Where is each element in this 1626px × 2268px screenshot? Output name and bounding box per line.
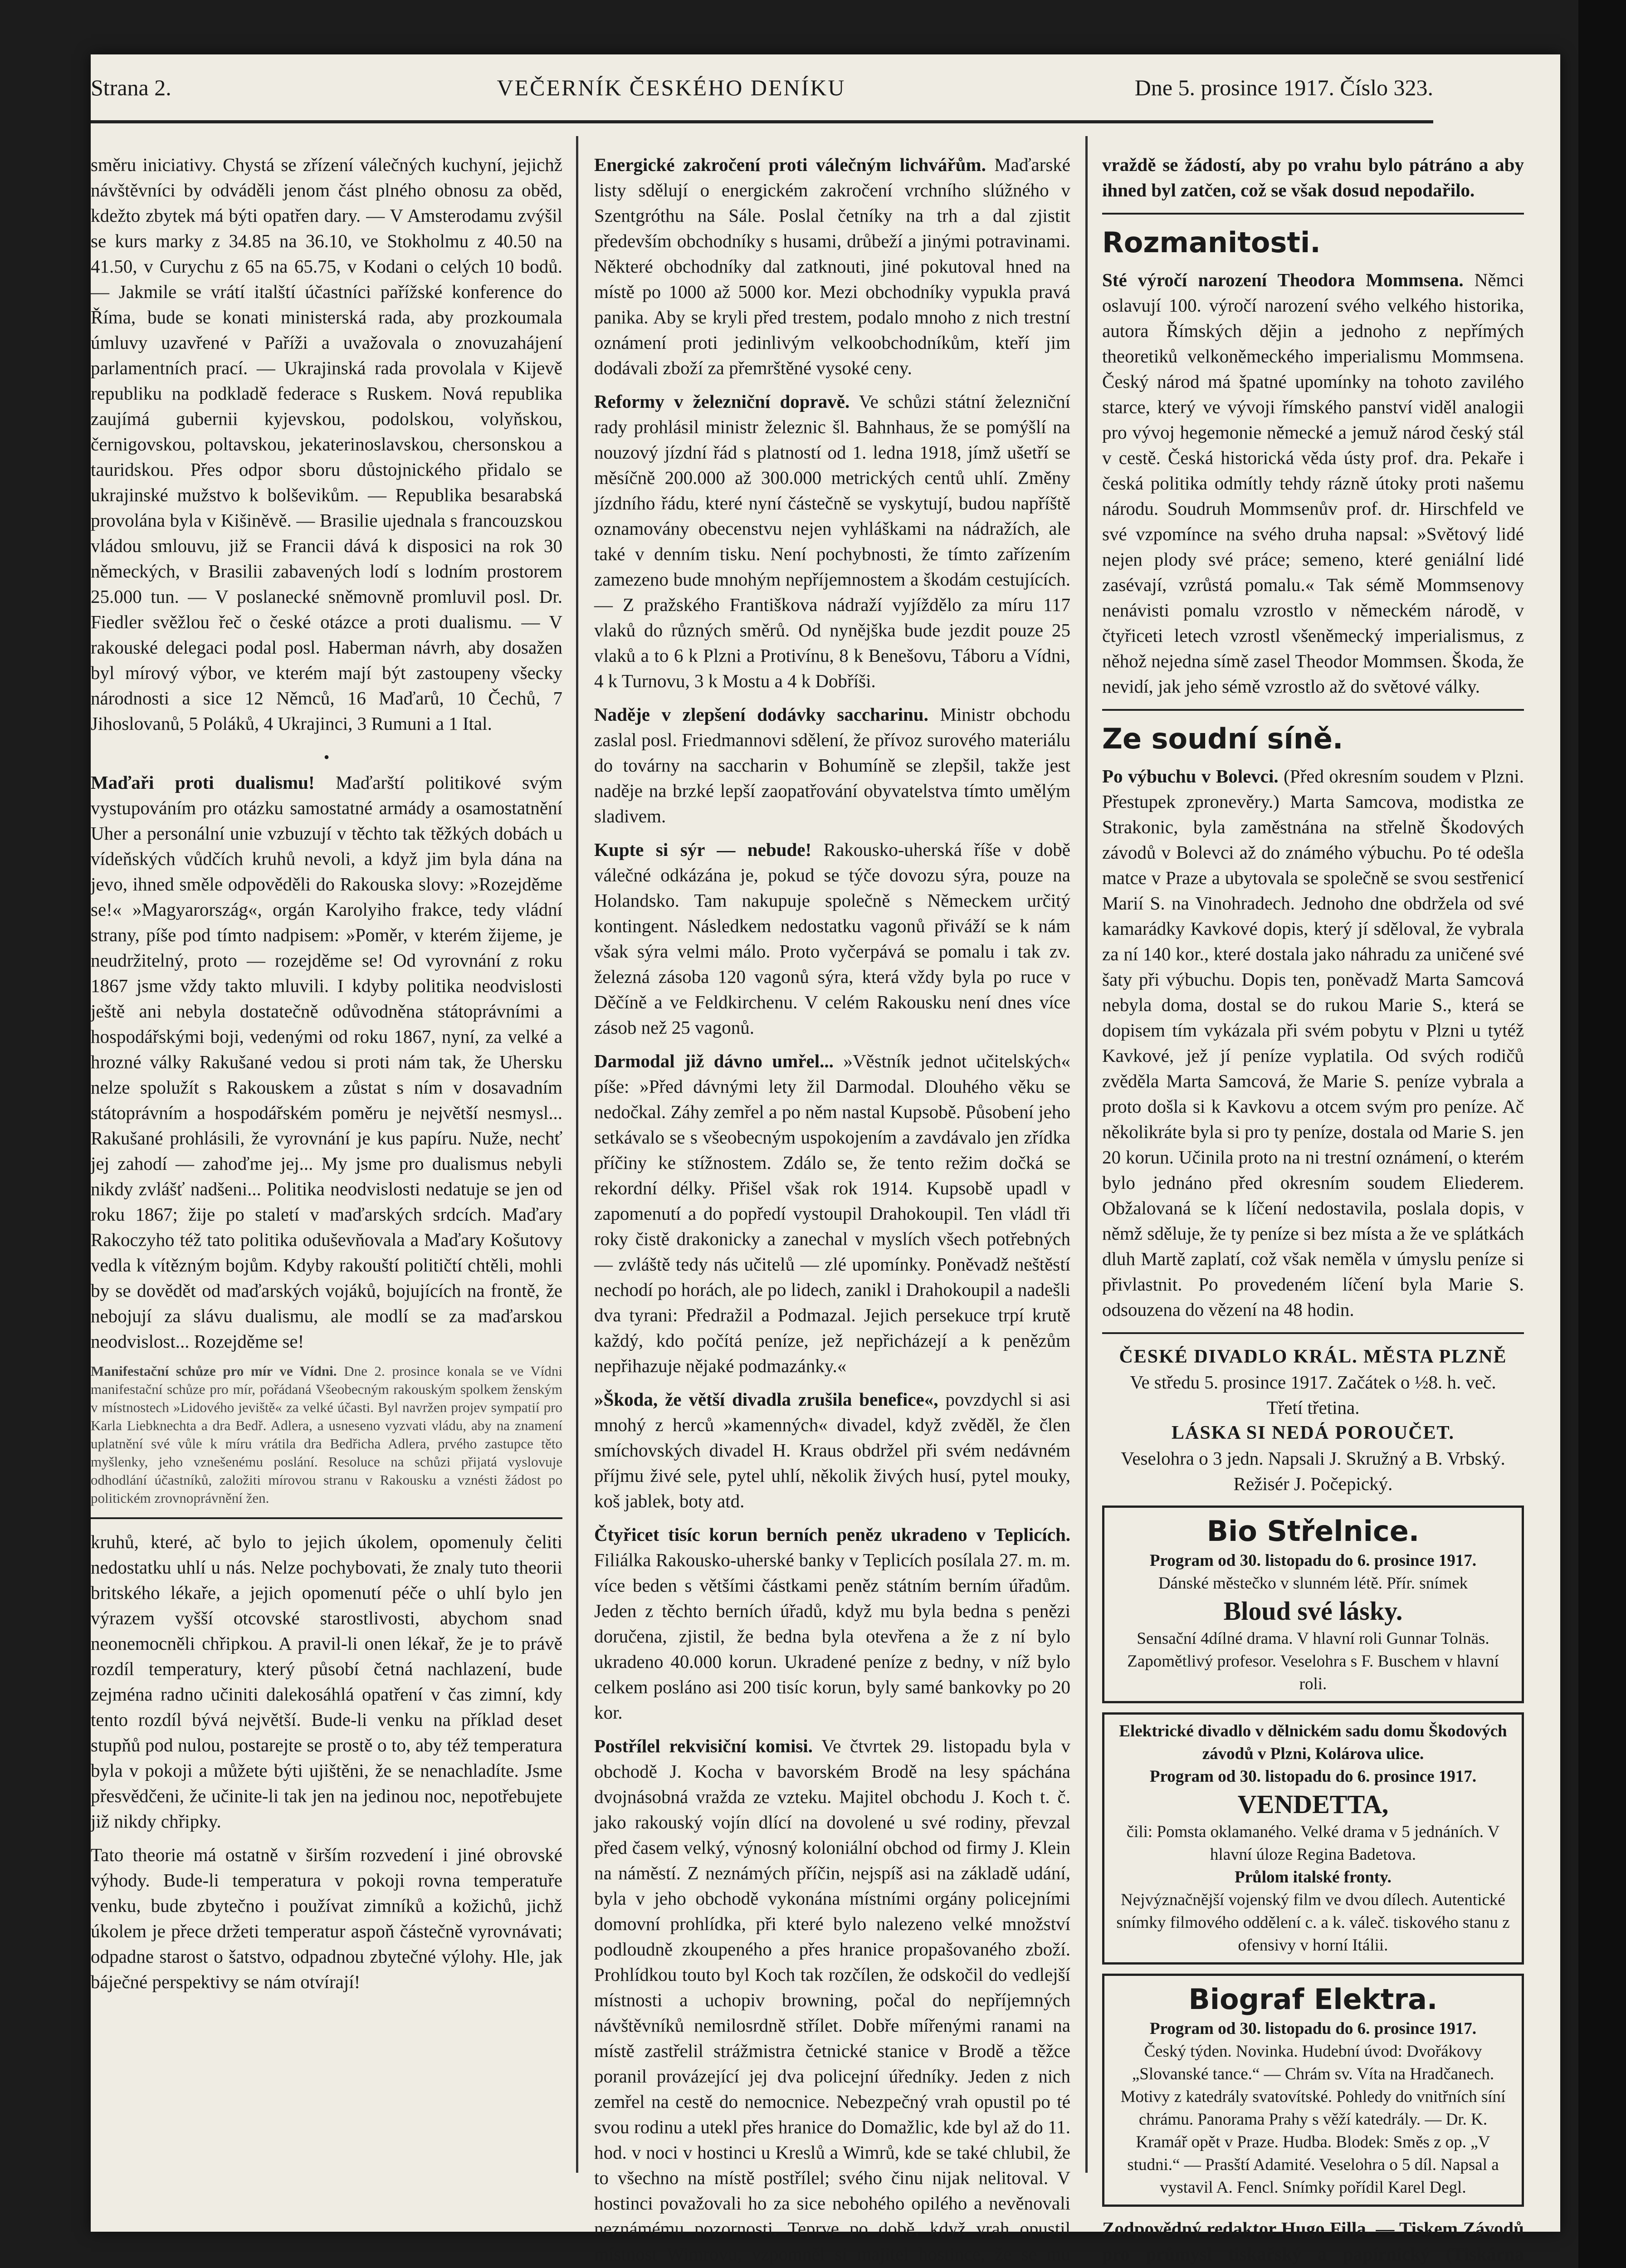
- column-3: [1102, 152, 1524, 2264]
- page-header: [91, 67, 1433, 108]
- feature-title: Bloud své lásky.: [1223, 1596, 1403, 1626]
- article-headline: Sté výročí narození Theodora Mommsena.: [1102, 269, 1464, 290]
- ad-biograf-elektra: [1102, 1974, 1524, 2207]
- news-continued: směru iniciativy. Chystá se zřízení válečných kuchyní, jejichž návštěvníci by odváděli jenom část plného obnosu za oběd, kdežto zbytek má býti opatřen dary. — V Amsterodamu zvýšil se kurs marky z 34.85 na 36.10, ve Stokholmu z 40.50 na 41.50, v Curychu z 65 na 65.75, v Kodani o celých 10 bodů. — Jakmile se vrátí italští účastníci pařížské konference do Říma, bude se konati ministerská rada, aby prozkoumala úmluvy uzavřené v Paříži a uvažovala o znovuzahájení parlamentních prací. — Ukrajinská rada provolala v Kijevě republiku na podkladě federace s Ruskem. Nová republika zaujímá gubernii kyjevskou, podolskou, volyňskou, černigovskou, poltavskou, jekaterinoslavskou, chersonskou a tauridskou. Přes odpor sboru důstojnického přidalo se ukrajinské mužstvo k bolševikům. — Republika besarabská provolána byla v Kišiněvě. — Brasilie ujednala s francouzskou vládou smlouvu, již se Francii dává k disposici na rok 30 německých, v Brasilii zabavených lodí s lodním prostorem 25.000 tun. — V poslanecké sněmovně promluvil posl. Dr. Fiedler svěžlou řeč o české otázce a proti dualismu. — V rakouské delegaci podal posl. Haberman návrh, aby dosažen byl mírový výbor, ve kterém mají být zastoupeny všecky národnosti a sice 12 Němců, 16 Maďarů, 10 Čechů, 7 Jihoslovanů, 5 Poláků, 4 Ukrajinci, 3 Rumuni a 1 Ital.: [91, 154, 562, 734]
- scan-edge: [1578, 0, 1626, 2268]
- cinema-name: Elektrické divadlo v dělnickém sadu domu Škodových závodů v Plzni, Kolárova ulice.: [1119, 1722, 1507, 1763]
- article-mommsen: Sté výročí narození Theodora Mommsena. Němci oslavují 100. výročí narození svého velkého historika, autora Římských dějin a jednoho z nepřímých theoretiků velkoněmeckého imperialismu Mommsena. Český národ má špatné upomínky na tohoto zavilého starce, který ve vývoji římského panství viděl analogii pro vývoj hegemonie německé a jemuž národ český stál v cestě. Česká historická věda ústy prof. dra. Pekaře i česká politika odmítly tehdy rázně útoky proti našemu národu. Soudruh Mommsenův prof. dr. Hirschfeld ve své vzpomínce na svého druha napsal: »Světový lidé nejen plody své práce; semeno, které geniální lidé zasévají, vzrůstá pomalu.« Tak sémě Mommsenovy nenávisti pomalu vzrostlo v německém národě, v čtyřiceti letech vzrostl všeněmecký imperialismus, z něhož nejedna símě zasel Theodor Mommsen. Škoda, že nevidí, jak jeho sémě vzrostlo až do světové války.: [1102, 269, 1524, 697]
- article-headline: Manifestační schůze pro mír ve Vídni.: [91, 1363, 337, 1379]
- article-darmodal: Darmodal již dávno umřel... »Věstník jednot učitelských« píše: »Před dávnými lety žil Darmodal. Dlouhého věku se nedočkal. Záhy zemřel a po něm nastal Kupsobě. Působení jeho setkávalo se s všeobecným uspokojením a zavdávalo jen zřídka příčiny ke stížnostem. Zdálo se, že tento režim dočká se rekordní délky. Přišel však rok 1914. Kupsobě upadl v zapomenutí a do popředí vystoupil Drahokoupil. Ten vládl tři roky čistě drakonicky a zanechal v myslích všech potřebných — zvláště tedy nás učitelů — zlé upomínky. Poněvadž neštěstí nechodí po horách, ale po lidech, zanikl i Drahokoupil a nadešli dva tyrani: Předražil a Podmazal. Jejich persekuce trpí krutě každý, kdo počítá peníze, jež nepřicházejí a k penězům nepřihazuje nějaké podmazánky.«: [594, 1051, 1071, 1376]
- program-line: čili: Pomsta oklamaného. Velké drama v 5 jednáních. V hlavní úloze Regina Badetova.: [1126, 1823, 1500, 1864]
- header-rule: [91, 120, 1433, 123]
- ad-electric-theatre: [1102, 1712, 1524, 1965]
- article-cheese: Kupte si sýr — nebude! Rakousko-uherská říše v době válečné odkázána je, pokud se týče dovozu sýra, pouze na Holandsko. Tam nakupuje společně s Německem určitý kontingent. Následkem nedostatku vagonů přiváží se k nám však sýra velmi málo. Proto vyčerpává se pomalu i tak zv. železná zásoba 120 vagonů sýra, která vždy byla po ruce v Děčíně a ve Feldkirchenu. V celém Rakousku není dnes více zásob než 25 vagonů.: [594, 839, 1070, 1038]
- program-dates: Program od 30. listopadu do 6. prosince 1917.: [1149, 2019, 1477, 2038]
- article-headline: Energické zakročení proti válečným lichvářům.: [594, 154, 986, 175]
- separator: [1102, 709, 1524, 711]
- article-continued: vraždě se žádostí, aby po vrahu bylo pátráno a aby ihned byl zatčen, což se však dosud nepodařilo.: [1102, 154, 1524, 200]
- separator: [1102, 213, 1524, 215]
- cinema-name: Bio Střelnice.: [1206, 1515, 1420, 1548]
- column-1: [91, 152, 562, 2139]
- article-headline: Maďaři proti dualismu!: [91, 772, 315, 793]
- cinema-name: Biograf Elektra.: [1188, 1983, 1438, 2016]
- column-divider-2: [1085, 136, 1088, 2173]
- imprint: Zodpovědný redaktor Hugo Filla. — Tiskem Závodů pro průmysl tiskařský a papírnický (Tiskárna: [1102, 2218, 1524, 2264]
- program-dates: Program od 30. listopadu do 6. prosince 1917.: [1149, 1767, 1477, 1786]
- separator: [91, 1517, 562, 1519]
- article-peace-rally: Manifestační schůze pro mír ve Vídni. Dne 2. prosince konala se ve Vídni manifestační schůze pro mír, pořádaná Všeobecným rakouským spolkem ženským v místnostech »Lidového jeviště« za velké účasti. Byl navržen projev sympatií pro Karla Liebknechta a dra Bedř. Adlera, a usneseno vyzvati vládu, aby na znamení uplatnění své vůle k míru vrátila dra Bedřicha Adlera, prvého zastupce těto myšlenky, jeho vznešenému poslání. Resoluce na schůzi přijatá vyslovuje odhodlání účastníků, založiti mírovou stranu v Rakousku a vznésti žádost po politickém zrovnoprávnění žen.: [91, 1363, 563, 1506]
- separator: [1102, 1332, 1524, 1334]
- program-line: Průlom italské fronty.: [1235, 1868, 1392, 1887]
- article-headline: Čtyřicet tisíc korun berních peněz ukradeno v Teplicích.: [594, 1524, 1070, 1545]
- article-headline: Kupte si sýr — nebude!: [594, 839, 812, 860]
- page-number: Strana 2.: [91, 75, 171, 100]
- article-headline: Darmodal již dávno umřel...: [594, 1051, 834, 1071]
- theatre-play: LÁSKA SI NEDÁ POROUČET.: [1172, 1422, 1455, 1443]
- article-headline: Naděje v zlepšení dodávky saccharinu.: [594, 704, 928, 725]
- program-line: Český týden. Novinka. Hudební úvod: Dvořákovy „Slovanské tance.“ — Chrám sv. Víta na Hradčanech. Motivy z katedrály svatovítské. Pohledy do vnitřních síní chrámu. Panorama Prahy s věží katedrály. — Dr. K. Kramář opět v Praze. Hudba. Blodek: Směs z op. „V studni.“ — Prasští Adamité. Veselohra o 5 díl. Napsal a vystavil A. Fencl. Snímky pořídil Karel Degl.: [1120, 2042, 1506, 2197]
- ad-bio-strelnice: [1102, 1505, 1524, 1703]
- article-headline: Reformy v železniční dopravě.: [594, 391, 850, 412]
- feature-title: VENDETTA,: [1237, 1789, 1389, 1819]
- theatre-description: Veselohra o 3 jedn. Napsali J. Skružný a B. Vrbský. Režisér J. Počepický.: [1121, 1448, 1505, 1494]
- article-headline: »Škoda, že větší divadla zrušila benefice«,: [594, 1389, 938, 1410]
- article-shooting: Postřílel rekvisiční komisi. Ve čtvrtek 29. listopadu byla v obchodě J. Kocha v bavorském Brodě na lesy spáchána dvojnásobná vražda ze vzteku. Majitel obchodu J. Koch t. č. jako rakouský vojín dlící na dovolené u své rodiny, převzal před časem velký, výnosný koloniální obchod od firmy J. Klein na náměstí. Z neznámých příčin, nejspíš asi na základě udání, byla v jeho obchodě vykonána místními orgány policejními domovní prohlídka, při které bylo nalezeno velké množství podloudně zkoupeného a přes hranice propašovaného zboží. Prohlídkou touto byl Koch tak rozčílen, že odskočil do vedlejší místnosti a uchopiv browning, počal do nepříjemných návštěvníků nemilosrdně střílet. Dobře mířenými ranami na místě zastřelil strážmistra četnické stanice v Brodě a těžce poranil provázející jej dva policejní úředníky. Jeden z nich zemřel na cestě do nemocnice. Nebezpečný vrah opustil po té svou rodinu a utekl přes hranice do Domažlic, kde byl až do 11. hod. v noci v hostinci u Kreslů a Wimrů, kde se také chlubil, že to všechno na místě postřílel; svého činu nijak nelitoval. V hostinci považovali ho za sice nebohého opilého a nevěnovali neznámému pozornosti. Teprve po době, když vrah opustil místnost Wimrovu, vzpomněl si majitel hostince, že se mu: [594, 1735, 1070, 2264]
- newspaper-title: VEČERNÍK ČESKÉHO DENÍKU: [497, 75, 846, 100]
- program-line: Sensační 4dílné drama. V hlavní roli Gunnar Tolnäs.: [1137, 1629, 1489, 1648]
- article-headline: Postřílel rekvisiční komisi.: [594, 1735, 813, 1756]
- program-dates: Program od 30. listopadu do 6. prosince 1917.: [1149, 1551, 1477, 1570]
- issue-date: Dne 5. prosince 1917. Číslo 323.: [1134, 75, 1433, 100]
- article-headline: Po výbuchu v Bolevci.: [1102, 766, 1279, 787]
- article-railway: Reformy v železniční dopravě. Ve schůzi státní železniční rady prohlásil ministr železnic šl. Bahnhaus, že se pomýšlí na nouzový jízdní řád s platností od 1. ledna 1918, jímž ušetří se měsíčně 200.000 až 300.000 metrických centů uhlí. Změny jízdního řádu, které nyní částečně se vyskytují, budou napříště oznamovány obecenstvu nejen vyhláškami na nádražích, ale také v denním tisku. Není pochybnosti, že tímto zařízením zamezeno bude mnohým nepříjemnostem a škodám cestujících. — Z pražského Františkova nádraží vyjíždělo za míru 117 vlaků do různých směrů. Od nynějška bude jezdit pouze 25 vlaků a to 6 k Plzni a Protivínu, 8 k Benešovu, Táboru a Vídni, 4 k Turnovu, 3 k Mostu a 4 k Dobříši.: [594, 391, 1070, 691]
- theatre-subtitle: Třetí třetina.: [1266, 1397, 1360, 1418]
- program-line: Zapomětlivý profesor. Veselohra s F. Buschem v hlavní roli.: [1127, 1652, 1499, 1693]
- column-divider-1: [576, 136, 578, 2173]
- article-saccharin: Naděje v zlepšení dodávky saccharinu. Ministr obchodu zaslal posl. Friedmannovi sdělení, že přívoz surového materiálu do továrny na saccharin v Bohumíně se zlepšil, takže jest naděje na brzké lepší zaopatřování obyvatelstva tímto umělým sladivem.: [594, 704, 1070, 826]
- section-heading-court: Ze soudní síně.: [1102, 722, 1343, 755]
- column-2: [594, 152, 1071, 2264]
- article-court: Po výbuchu v Bolevci. (Před okresním soudem v Plzni. Přestupek zpronevěry.) Marta Samcova, modistka ze Strakonic, byla zaměstnána na střelně Škodových závodů v Bolevci až do známého výbuchu. Po té odešla matce v Praze a ubytovala se společně se svou sestřenicí Marií S. na Vinohradech. Jednoho dne obdržela od své kamarádky Kavkové dopis, který jí sděloval, že vybrala za ní 140 kor., které dostala jako náhradu za uničené své šaty při výbuchu. Dopis ten, poněvadž Marta Samcová nebyla doma, dostal se do rukou Marie S., která se dopisem tím vykázala při svém pobytu v Plzni u tytéž Kavkové, jež jí peníze vyplatila. Od svých rodičů zvěděla Marta Samcová, že Marie S. peníze vybrala a proto došla si k Kavkovu a otcem svým pro peníze. Ač několikráte byla si pro ty peníze, dostala od Marie S. jen 20 korun. Učinila proto na ni trestní oznámení, o kterém bylo jednáno před okresním soudem Eliederem. Obžalovaná se k líčení nedostavila, poslala dopis, v němž sděluje, že ty peníze si bez místa a že ve splátkách dluh Martě zaplatí, což však neměla v úmyslu peníze si přivlastnit. Po provedeném líčení byla Marie S. odsouzena do vězení na 48 hodin.: [1102, 766, 1524, 1320]
- article-theft: Čtyřicet tisíc korun berních peněz ukradeno v Teplicích. Filiálka Rakousko-uherské banky v Teplicích posílala 27. m. m. více beden s většími částkami peněz státním berním úřadům. Jeden z těchto berních úřadů, když mu byla bedna s penězi doručena, zjistil, že bedna byla otevřena a že z ní bylo ukradeno 40.000 korun. Ukradené peníze z bedny, v níž bylo celkem posláno asi 200 tisíc korun, byly samé bankovky po 20 kor.: [594, 1524, 1070, 1723]
- feuilleton-text: kruhů, které, ač bylo to jejich úkolem, opomenuly čeliti nedostatku uhlí u nás. Nelze pochybovati, že znaly tuto theorii britského lékaře, a jejich opomenutí péče o uhlí bylo jen výrazem vyšší otcovské starostlivosti, abychom snad neonemocněli chřipkou. A pravil-li onen lékař, že je to právě rozdíl temperatury, který působí četná nachlazení, bude zejména radno učiniti dalekosáhlá opatření v čas zimní, kdy tento rozdíl bývá největší. Bude-li venku na příklad deset stupňů pod nulou, postarejte se prostě o to, aby též temperatura byla v pokoji a můžete býti ujištěni, že se nenachladíte. Jsme přesvědčeni, že učinite-li tak jen na jedinou noc, nepotřebujete již nikdy chřipky.: [91, 1531, 562, 1832]
- divider-dot: •: [323, 748, 330, 766]
- theatre-title: ČESKÉ DIVADLO KRÁL. MĚSTA PLZNĚ: [1119, 1346, 1507, 1367]
- program-line: Dánské městečko v slunném létě. Přír. snímek: [1158, 1574, 1468, 1593]
- program-line: Nejvýznačnější vojenský film ve dvou dílech. Autentické snímky filmového oddělení c. a k. váleč. tiskového stanu z ofensivy v horní Itálii.: [1116, 1891, 1510, 1955]
- feuilleton-text-2: Tato theorie má ostatně v širším rozvedení i jiné obrovské výhody. Bude-li temperatura v pokoji rovna temperatuře venku, bude zbytečno i používat zimníků a kožichů, jichž úkolem je přece držeti temperatur aspoň částečně vyrovnávati; odpadne starost o šatstvo, odpadnou zbytečné výlohy. Hle, jak báječné perspektivy se nám otvírají!: [91, 1844, 562, 1992]
- article-hungary: Maďaři proti dualismu! Maďarští politikové svým vystupováním pro otázku samostatné armády a osamostatnění Uher a personální unie vzbuzují v těchto tak těžkých dobách u vídeňských vůdčích kruhů nevoli, a když jim byla dána na jevo, ihned směle odpověděli do Rakouska slovy: »Rozejděme se!« »Magyarország«, orgán Karolyiho frakce, tedy vládní strany, píše pod tímto nadpisem: »Poměr, v kterém žijeme, je neudržitelný, proto — rozejděme se! Od vyrovnání z roku 1867 jsme vždy takto mluvili. I kdyby politika neodvislosti ještě ani nebyla dostatečně odůvodněna státoprávními a hospodářskými boji, vedenými od roku 1867, nyní, za velké a hrozné války Rakušané vedou si proti nám tak, že Uhersku nelze spolužít s Rakouskem a zůstat s ním v dosavadním státoprávním a hospodářském poměru je největší nesmysl... Rakušané prohlásili, že vyrovnání je kus papíru. Nuže, nechť jej zahodí — zahoďme jej... My jsme pro dualismus nebyli nikdy zvlášť nadšeni... Politika neodvislosti nedatuje se jen od roku 1867; žije po staletí v maďarských srdcích. Maďary Rakoczyho též tato politika oduševňovala a Maďary Košutovy vedla k vítězným bojům. Kdyby rakouští političtí chtěli, mohli by se dovědět od maďarských vojáků, bojujících na frontě, že nebojují za slávu dualismu, ale modlí se za maďarskou neodvislost... Rozejděme se!: [91, 772, 563, 1352]
- article-profiteers: Energické zakročení proti válečným lichvářům. Maďarské listy sdělují o energickém zakročení vrchního slúžného v Szentgróthu na Sále. Poslal četníky na trh a dal zjistit především obchodníky s husami, drůbeží a jinými potravinami. Některé obchodníky dal zatknouti, jiné pokutoval hned na místě po 1000 až 5000 kor. Mezi obchodníky vypukla pravá panika. Aby se kryli před trestem, podalo mnoho z nich trestní oznámení proti jedinlivým velkoobchodníkům, kteří jim dodávali zboží za přemrštěné vysoké ceny.: [594, 154, 1070, 378]
- theatre-date: Ve středu 5. prosince 1917. Začátek o ½8. h. več.: [1130, 1372, 1496, 1393]
- article-benefit: »Škoda, že větší divadla zrušila benefice«, povzdychl si asi mnohý z herců »kamenných« divadel, když zvěděl, že člen smíchovských divadel H. Kraus obdržel při svém nedávném příjmu živé sele, pytel uhlí, několik živých husí, pytel mouky, koš jablek, boty atd.: [594, 1389, 1071, 1511]
- section-heading-miscellany: Rozmanitosti.: [1102, 226, 1321, 259]
